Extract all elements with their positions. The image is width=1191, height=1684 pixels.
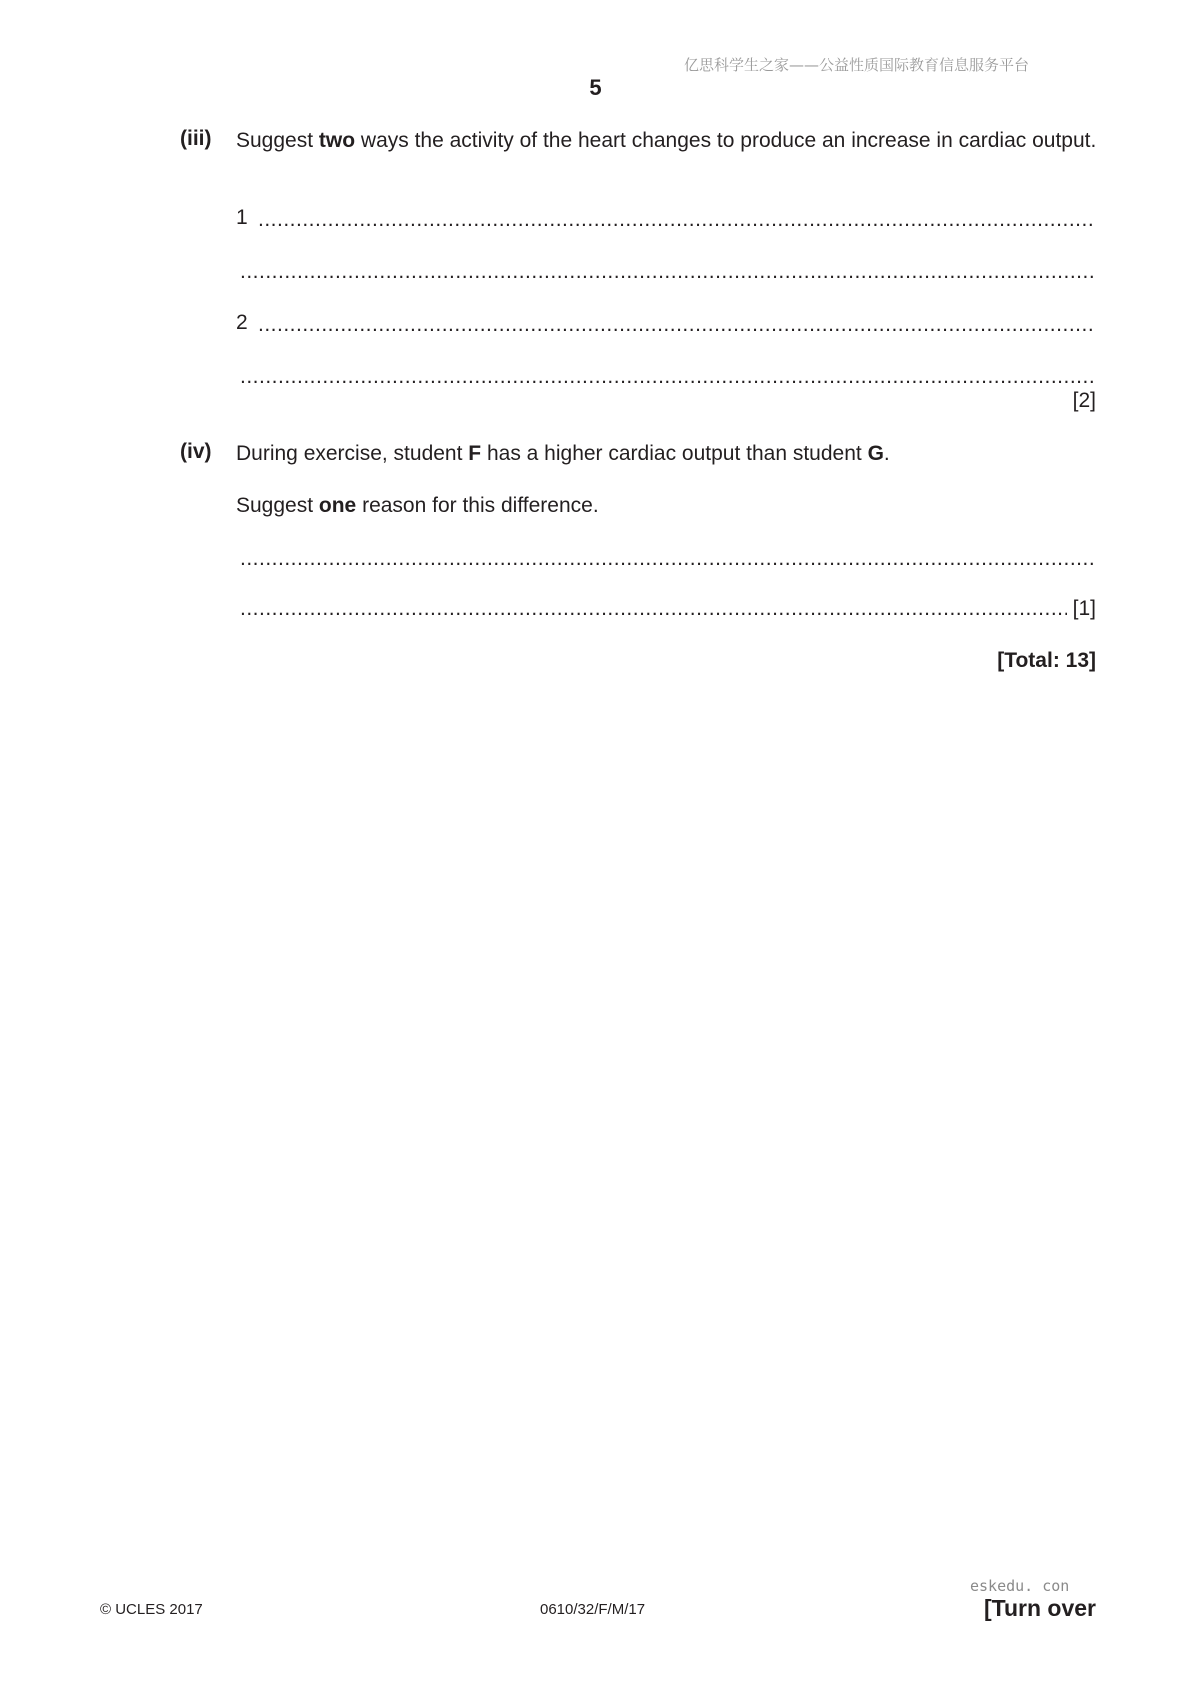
part-iv-sentence-2 xyxy=(236,492,1097,519)
answer-line-1b[interactable] xyxy=(240,260,1096,286)
part-iv-sentence-1 xyxy=(236,440,1097,467)
part-iii-question xyxy=(236,127,1097,154)
part-iv-s1-e: . xyxy=(883,442,890,465)
part-iv-mark: [1] xyxy=(1072,597,1096,620)
part-iii-label: (iii) xyxy=(180,127,212,150)
part-iv-s2-c: reason for this difference. xyxy=(356,494,599,517)
page-number: 5 xyxy=(589,75,602,100)
question-total: [Total: 13] xyxy=(997,649,1096,672)
part-iii-mark: [2] xyxy=(1072,389,1096,412)
header-watermark: 亿思科学生之家——公益性质国际教育信息服务平台 xyxy=(684,56,1030,74)
answer-number-1: 1 xyxy=(236,206,248,229)
part-iv-s2-a: Suggest xyxy=(236,494,319,517)
answer-line-iv-a[interactable] xyxy=(240,547,1096,573)
part-iv-s1-d: G xyxy=(867,442,884,465)
answer-line-iv-b[interactable] xyxy=(240,597,1067,623)
turn-over: [Turn over xyxy=(983,1595,1096,1621)
part-iv-s1-b: F xyxy=(468,442,482,465)
part-iv-s1-a: During exercise, student xyxy=(236,442,469,465)
part-iii-text-bold: two xyxy=(318,129,356,152)
answer-line-2a[interactable] xyxy=(258,313,1096,339)
answer-number-2: 2 xyxy=(236,311,248,334)
copyright: © UCLES 2017 xyxy=(100,1601,203,1618)
part-iv-s2-b: one xyxy=(318,494,357,517)
part-iii-text-end: ways the activity of the heart changes to produce an increase in cardiac output. xyxy=(355,129,1097,152)
paper-code: 0610/32/F/M/17 xyxy=(540,1601,646,1618)
part-iv-s1-c: has a higher cardiac output than student xyxy=(481,442,868,465)
answer-line-1a[interactable] xyxy=(258,208,1096,234)
footer-watermark: eskedu. con xyxy=(970,1577,1070,1595)
part-iv-label: (iv) xyxy=(180,440,212,463)
part-iii-text-start: Suggest xyxy=(236,129,319,152)
answer-line-2b[interactable] xyxy=(240,365,1096,391)
